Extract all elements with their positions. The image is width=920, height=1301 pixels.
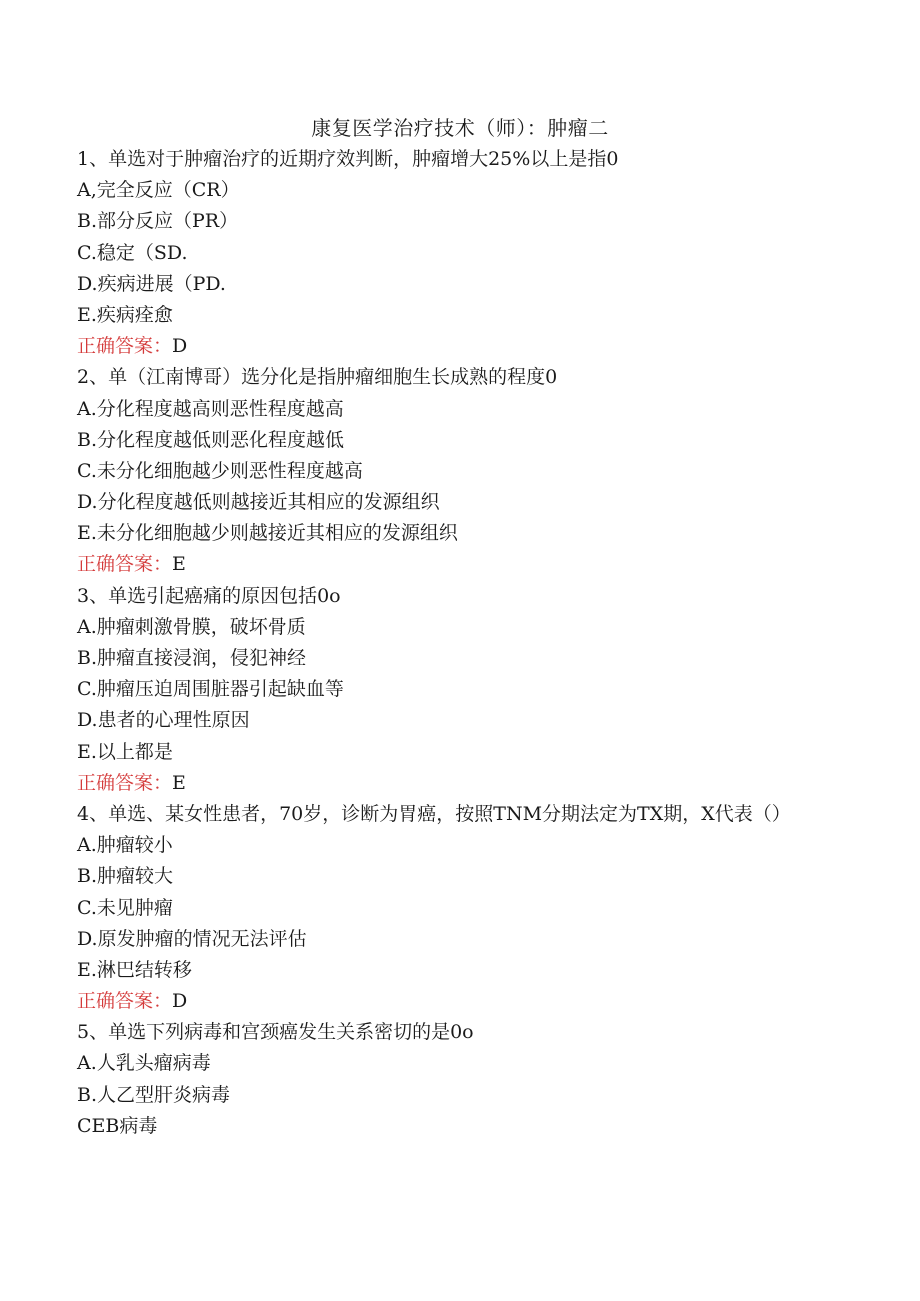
answer-label: 正确答案： xyxy=(77,990,173,1013)
option: A.人乳头瘤病毒 xyxy=(77,1052,211,1075)
question-list xyxy=(77,144,817,1142)
option: E.淋巴结转移 xyxy=(77,958,192,981)
option: C.稳定（SD. xyxy=(77,241,188,264)
document-title: 康复医学治疗技术（师）：肿瘤二 xyxy=(311,116,609,140)
question-stem: 3、单选引起癌痛的原因包括0o xyxy=(77,584,341,607)
option: A.肿瘤刺激骨膜，破坏骨质 xyxy=(77,615,306,638)
option: A.肿瘤较小 xyxy=(77,834,173,857)
answer-label: 正确答案： xyxy=(77,335,173,358)
option: B.人乙型肝炎病毒 xyxy=(77,1083,231,1106)
answer-line xyxy=(77,768,817,799)
answer-line xyxy=(77,549,817,580)
answer-label: 正确答案： xyxy=(77,771,173,794)
option: E.疾病痊愈 xyxy=(77,303,173,326)
answer-value: E xyxy=(172,553,186,576)
option: CEB病毒 xyxy=(77,1114,158,1137)
answer-value: E xyxy=(172,771,186,794)
option: A,完全反应（CR） xyxy=(77,179,240,202)
option: D.患者的心理性原因 xyxy=(77,709,250,732)
option: B.肿瘤直接浸润，侵犯神经 xyxy=(77,647,307,669)
option: E.以上都是 xyxy=(77,740,173,763)
question-stem: 1、单选对于肿瘤治疗的近期疗效判断，肿瘤增大25%以上是指0 xyxy=(77,148,619,170)
answer-value: D xyxy=(172,990,188,1013)
option: B.部分反应（PR） xyxy=(77,210,239,233)
option: C.肿瘤压迫周围脏器引起缺血等 xyxy=(77,678,344,701)
option: E.未分化细胞越少则越接近其相应的发源组织 xyxy=(77,522,458,545)
question-stem: 5、单选下列病毒和宫颈癌发生关系密切的是0o xyxy=(77,1021,474,1044)
answer-line xyxy=(77,331,817,362)
question-stem: 4、单选、某女性患者，70岁，诊断为胃癌，按照TNM分期法定为TX期，X代表（） xyxy=(77,802,791,825)
option: D.疾病进展（PD. xyxy=(77,272,226,295)
option: B.肿瘤较大 xyxy=(77,865,174,888)
answer-line xyxy=(77,986,817,1017)
answer-label: 正确答案： xyxy=(77,553,173,576)
option: D.分化程度越低则越接近其相应的发源组织 xyxy=(77,491,440,514)
question-stem: 2、单（江南博哥）选分化是指肿瘤细胞生长成熟的程度0 xyxy=(77,366,558,389)
option: C.未分化细胞越少则恶性程度越高 xyxy=(77,459,363,482)
option: C.未见肿瘤 xyxy=(77,896,173,919)
option: A.分化程度越高则恶性程度越高 xyxy=(77,397,344,420)
answer-value: D xyxy=(172,335,188,358)
option: D.原发肿瘤的情况无法评估 xyxy=(77,927,307,950)
option: B.分化程度越低则恶化程度越低 xyxy=(77,428,345,451)
